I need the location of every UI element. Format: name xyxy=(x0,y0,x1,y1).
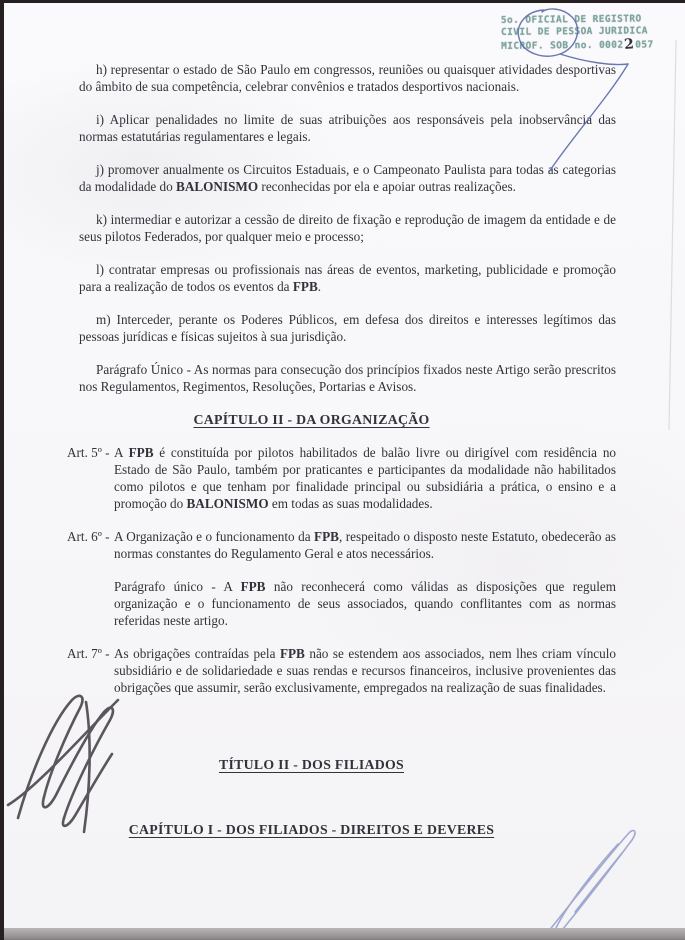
clause-k: k) intermediar e autorizar a cessão de direito de fixação e reprodução de imagem da entidade e de seus pilotos Federados, por qualquer meio e processo; xyxy=(79,212,616,244)
stamp-line-1: 5o. OFICIAL DE REGISTRO xyxy=(500,13,642,26)
clause-l: l) contratar empresas ou profissionais nas áreas de eventos, marketing, publicidade e promoção para a realização de todos os eventos da FPB. xyxy=(79,262,616,294)
paragrafo-unico-art4: Parágrafo Único - As normas para consecução dos princípios fixados neste Artigo serão prescritos nos Regulamentos, Regimentos, Resoluções, Portarias e Avisos. xyxy=(79,362,616,394)
scan-bottom-edge xyxy=(4,928,685,940)
article-7-label: Art. 7º - xyxy=(67,646,110,661)
handwritten-digit: 2 xyxy=(623,36,635,53)
stamp-line-3-suffix: 057 xyxy=(635,39,654,51)
article-5-label: Art. 5º - xyxy=(67,445,110,460)
title2-heading: TÍTULO II - DOS FILIADOS xyxy=(218,757,405,772)
article-6-label: Art. 6º - xyxy=(67,529,110,544)
article-5-body: A FPB é constituída por pilotos habilitados de balão livre ou dirigível com residência no Estado de São Paulo, também por praticantes e participantes da modalidade não habilitados como pilotos e que tenham por finalidade principal ou subsidiária a prática, o ensino e a promoção do BALONISMO em todas as suas modalidades. xyxy=(114,445,617,511)
article-6-body: A Organização e o funcionamento da FPB, respeitado o disposto neste Estatuto, obedecerão as normas constantes do Regulamento Geral e atos necessários. xyxy=(114,529,616,561)
chapter1-heading: CAPÍTULO I - DOS FILIADOS - DIREITOS E DEVERES xyxy=(128,822,495,837)
document-body xyxy=(67,61,616,838)
stamp-line-3-prefix: MICROF. SOB no. 0002 xyxy=(501,39,624,52)
clause-h: h) representar o estado de São Paulo em congressos, reuniões ou quaisquer atividades desportivas do âmbito de sua competência, celebrar convênios e tratados desportivos nacionais. xyxy=(79,62,616,94)
clause-i: i) Aplicar penalidades no limite de suas atribuições aos responsáveis pela inobservância das normas estatutárias regulamentares e legais. xyxy=(79,112,616,144)
article-7-body: As obrigações contraídas pela FPB não se estendem aos associados, nem lhes criam vínculo subsidiário e de solidariedade e suas rendas e recursos financeiros, inclusive provenientes das obrigações que assumir, serão exclusivamente, empregados na realização de suas finalidades. xyxy=(114,646,616,695)
stamp-line-2: CIVIL DE PESSOA JURIDICA xyxy=(500,25,648,38)
chapter2-heading: CAPÍTULO II - DA ORGANIZAÇÃO xyxy=(193,412,430,427)
article-6-paragrafo-body: Parágrafo único - A FPB não reconhecerá como válidas as disposições que regulem organização e o funcionamento de seus associados, quando conflitantes com as normas referidas neste artigo. xyxy=(114,579,616,628)
registry-stamp xyxy=(501,13,676,53)
stamp-line-3 xyxy=(501,37,676,53)
article-7 xyxy=(67,645,616,696)
paper xyxy=(4,3,685,928)
article-5 xyxy=(67,444,616,512)
clause-j: j) promover anualmente os Circuitos Estaduais, e o Campeonato Paulista para todas as categorias da modalidade do BALONISMO reconhecidas por ela e apoiar outras realizações. xyxy=(79,162,616,194)
article-6-paragrafo-unico xyxy=(67,578,616,629)
clause-m: m) Interceder, perante os Poderes Públicos, em defesa dos direitos e interesses legítimos das pessoas jurídicas e físicas sujeitos à sua jurisdição. xyxy=(79,312,616,344)
article-6 xyxy=(67,528,616,562)
